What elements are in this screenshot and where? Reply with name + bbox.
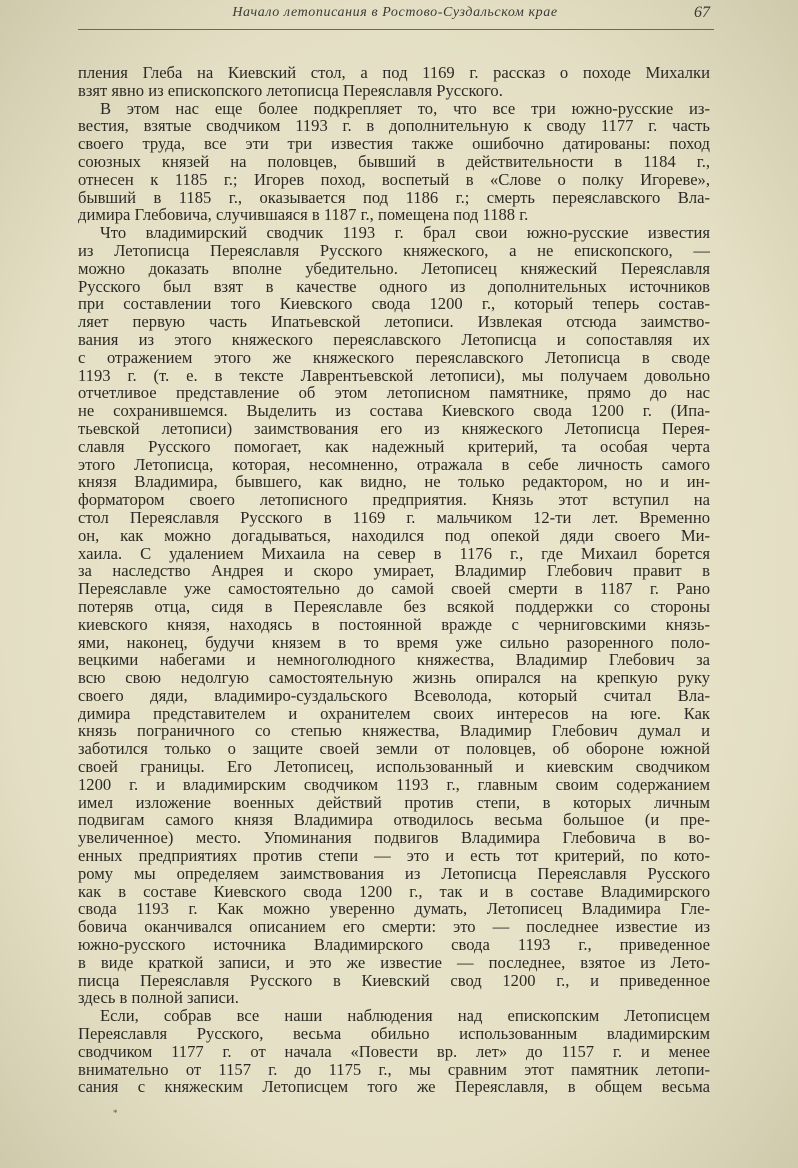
text-line: форматором своего летописного предприятия. Князь этот вступил на bbox=[78, 490, 710, 510]
text-line: взят явно из епископского летописца Переяславля Русского. bbox=[78, 80, 503, 100]
text-line: писца Переяславля Русского в Киевский свод 1200 г., и приведенное bbox=[78, 970, 710, 990]
header-divider bbox=[78, 29, 714, 30]
text-line: тьевской летописи) заимствования его из княжеского Летописца Перея- bbox=[78, 418, 710, 438]
text-line: не сохранившемся. Выделить из состава Киевского свода 1200 г. (Ипа- bbox=[78, 401, 710, 421]
page-number: 67 bbox=[694, 4, 710, 21]
running-head bbox=[78, 2, 712, 26]
text-line: димира Глебовича, случившаяся в 1187 г., помещена под 1188 г. bbox=[78, 205, 529, 225]
text-line: отчетливое представление об этом летописном памятнике, прямо до нас bbox=[78, 383, 710, 403]
text-line: можно доказать вполне убедительно. Летописец княжеский Переяславля bbox=[78, 258, 710, 278]
text-line: за наследство Андрея и скоро умирает, Владимир Глебович правит в bbox=[78, 561, 710, 581]
text-line: внимательно от 1157 г. до 1175 г., мы сравним этот памятник летопи- bbox=[78, 1059, 710, 1079]
text-line: в виде краткой записи, и это же известие — последнее, взятое из Лето- bbox=[78, 952, 710, 972]
text-line: заботился только о защите своей земли от половцев, об обороне южной bbox=[78, 739, 710, 759]
text-line: князь пограничного со степью княжества, Владимир Глебович думал и bbox=[78, 721, 710, 741]
text-line: из Летописца Переяславля Русского княжеского, а не епископского, — bbox=[78, 240, 710, 260]
text-line: при составлении того Киевского свода 1200 г., который теперь состав- bbox=[78, 294, 710, 314]
text-line: увеличенное) место. Упоминания подвигов Владимира Глебовича в во- bbox=[78, 828, 710, 848]
text-line: 1200 г. и владимирским сводчиком 1193 г., главным своим содержанием bbox=[78, 774, 710, 794]
text-line: своего труда, все эти три известия также ошибочно датированы: поход bbox=[78, 134, 710, 154]
text-line: этого Летописца, которая, несомненно, отражала в себе личность самого bbox=[78, 454, 710, 474]
print-speck-mark: * bbox=[113, 1108, 118, 1118]
text-line: димира представителем и охранителем своих интересов на юге. Как bbox=[78, 703, 710, 723]
text-line: рому мы определяем заимствования из Летописца Переяславля Русского bbox=[78, 863, 710, 883]
paragraph bbox=[78, 1007, 710, 1096]
text-line: ями, наконец, будучи князем в то время уже сильно разоренного поло- bbox=[78, 632, 710, 652]
text-line: вания из этого княжеского переяславского Летописца и сопоставляя их bbox=[78, 329, 710, 349]
running-head-title: Начало летописания в Ростово-Суздальском крае bbox=[232, 5, 558, 20]
text-line: бовича оканчивался описанием его смерти: это — последнее известие из bbox=[78, 917, 710, 937]
text-line: здесь в полной записи. bbox=[78, 988, 239, 1008]
text-line: своего дяди, владимиро-суздальского Всеволода, который считал Вла- bbox=[78, 685, 710, 705]
text-line: вестия, взятые сводчиком 1193 г. в дополнительную к своду 1177 г. часть bbox=[78, 116, 710, 136]
text-line: своей границы. Его Летописец, использованный и киевским сводчиком bbox=[78, 757, 710, 777]
text-line: подвигам самого князя Владимира отводилось весьма большое (и пре- bbox=[78, 810, 710, 830]
text-line: отнесен к 1185 г.; Игорев поход, воспетый в «Слове о полку Игореве», bbox=[78, 169, 710, 189]
text-line: всю свою недолгую самостоятельную жизнь опирался на крепкую руку bbox=[78, 668, 710, 688]
text-line: киевского князя, находясь в постоянной вражде с черниговскими князь- bbox=[78, 614, 710, 634]
text-line: сания с княжеским Летописцем того же Переяславля, в общем весьма bbox=[78, 1077, 710, 1097]
body-text bbox=[78, 64, 710, 1096]
paragraph bbox=[78, 64, 710, 100]
paragraph bbox=[78, 224, 710, 1007]
text-line: 1193 г. (т. е. в тексте Лаврентьевской летописи), мы получаем довольно bbox=[78, 365, 710, 385]
paragraph bbox=[78, 100, 710, 225]
text-line: он, как можно догадываться, находился под опекой дяди своего Ми- bbox=[78, 525, 710, 545]
text-line: Переяславле уже самостоятельно до самой своей смерти в 1187 г. Рано bbox=[78, 579, 710, 599]
text-line: стол Переяславля Русского в 1169 г. мальчиком 12-ти лет. Временно bbox=[78, 507, 710, 527]
text-line: вецкими набегами и немноголюдного княжества, Владимир Глебович за bbox=[78, 650, 710, 670]
text-line: князя Владимира, бывшего, как видно, не только редактором, но и ин- bbox=[78, 472, 710, 492]
text-line: как в составе Киевского свода 1200 г., так и в составе Владимирского bbox=[78, 881, 710, 901]
text-line: славля Русского помогает, как надежный критерий, та особая черта bbox=[78, 436, 710, 456]
text-line: сводчиком 1177 г. от начала «Повести вр. лет» до 1157 г. и менее bbox=[78, 1041, 710, 1061]
text-line: ляет первую часть Ипатьевской летописи. Извлекая отсюда заимство- bbox=[78, 312, 710, 332]
text-line: имел изложение военных действий против степи, в которых личным bbox=[78, 792, 710, 812]
text-line: енных предприятиях против степи — это и есть тот критерий, по кото- bbox=[78, 846, 710, 866]
text-line: пления Глеба на Киевский стол, а под 1169 г. рассказ о походе Михалки bbox=[78, 63, 710, 82]
text-line: В этом нас еще более подкрепляет то, что все три южно-русские из- bbox=[100, 98, 710, 118]
text-line: свода 1193 г. Как можно уверенно думать, Летописец Владимира Гле- bbox=[78, 899, 710, 919]
text-line: потеряв отца, сидя в Переяславле без всякой поддержки со стороны bbox=[78, 596, 710, 616]
text-line: Если, собрав все наши наблюдения над епископским Летописцем bbox=[100, 1006, 710, 1026]
text-line: Русского был взят в качестве одного из дополнительных источников bbox=[78, 276, 710, 296]
text-line: хаила. С удалением Михаила на север в 1176 г., где Михаил борется bbox=[78, 543, 710, 563]
text-line: бывший в 1185 г., оказывается под 1186 г.; смерть переяславского Вла- bbox=[78, 187, 710, 207]
text-line: южно-русского источника Владимирского свода 1193 г., приведенное bbox=[78, 935, 710, 955]
text-line: Что владимирский сводчик 1193 г. брал свои южно-русские известия bbox=[100, 223, 710, 243]
text-line: с отражением этого же княжеского переяславского Летописца в своде bbox=[78, 347, 710, 367]
text-line: союзных князей на половцев, бывший в действительности в 1184 г., bbox=[78, 151, 710, 171]
text-line: Переяславля Русского, весьма обильно использованным владимирским bbox=[78, 1024, 710, 1044]
